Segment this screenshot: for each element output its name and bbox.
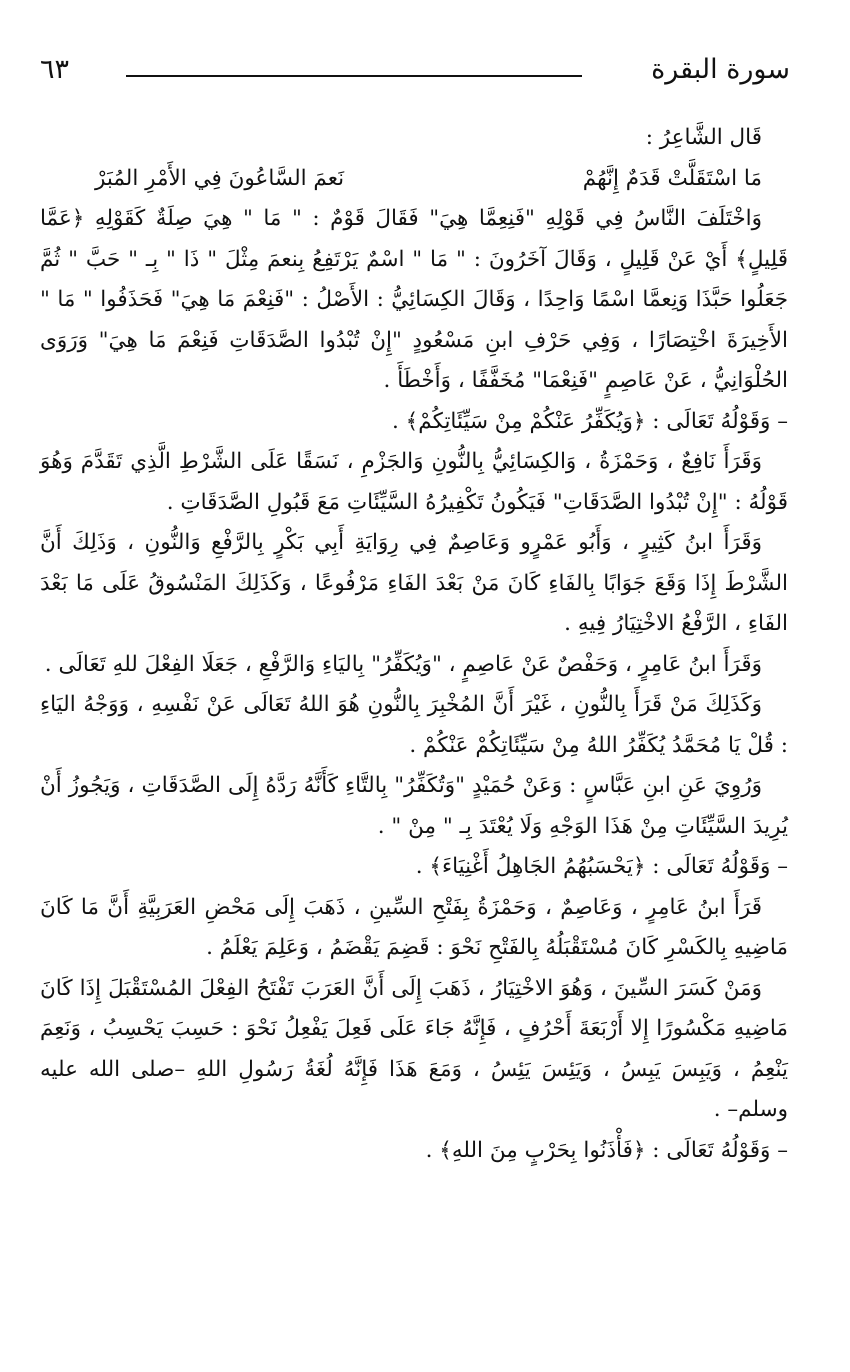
surah-title: سورة البقرة xyxy=(651,54,790,85)
paragraph: قَرَأَ ابنُ عَامِرٍ ، وَعَاصِمٌ ، وَحَمْزَةُ بِفَتْحِ السِّينِ ، ذَهَبَ إِلَى مَحْضِ العَرَبِيَّةِ أَنَّ مَا كَانَ مَاضِيهِ بِالكَسْرِ كَانَ مُسْتَقْبَلُهُ بِالفَتْحِ نَحْوَ : قَضِمَ يَقْضَمُ ، وَعَلِمَ يَعْلَمُ . xyxy=(40,894,788,960)
paragraph: وَاخْتَلَفَ النَّاسُ فِي قَوْلِهِ "فَنِعِمَّا هِيَ" فَقَالَ قَوْمٌ : " مَا " هِيَ صِلَةٌ كَقَوْلِهِ ﴿عَمَّا قَلِيلٍ﴾ أَيْ عَنْ قَلِيلٍ ، وَقَالَ آخَرُونَ : " مَا " اسْمٌ يَرْتَفِعُ بِنعمَ مِثْلَ " ذَا " بِـ " حَبَّ " ثُمَّ جَعَلُوا حَبَّذَا وَنِعمَّا اسْمًا وَاحِدًا ، وَقَالَ الكِسَائِيُّ : الأَصْلُ : "فَنِعْمَ مَا هِيَ" فَحَذَفُوا " مَا " الأَخِيرَةَ اخْتِصَارًا ، وَفِي حَرْفِ ابنِ مَسْعُودٍ "إِنْ تُبْدُوا الصَّدَقَاتِ فَنِعْمَ مَا هِيَ" وَرَوَى الحُلْوَانِيُّ ، عَنْ عَاصِمٍ "فَنِعْمَا" مُخَفَّفًا ، وَأَخْطَأَ . xyxy=(40,206,788,393)
paragraph: وَمَنْ كَسَرَ السِّينَ ، وَهُوَ الاخْتِيَارُ ، ذَهَبَ إِلَى أَنَّ العَرَبَ تَفْتَحُ الفِعْلَ المُسْتَقْبَلَ إِذَا كَانَ مَاضِيهِ مَكْسُورًا إِلا أَرْبَعَةَ أَحْرُفٍ ، فَإِنَّهُ جَاءَ عَلَى فَعِلَ يَفْعِلُ نَحْوَ : حَسِبَ يَحْسِبُ ، وَنَعِمَ يَنْعِمُ ، وَيَبِسَ يَبِسُ ، وَيَئِسَ يَئِسُ ، وَمَعَ هَذَا فَإِنَّهُ لُغَةُ رَسُولِ اللهِ –صلى الله عليه وسلم– . xyxy=(40,975,788,1122)
verse-heading: – وَقَوْلُهُ تَعَالَى : ﴿يَحْسَبُهُمُ الجَاهِلُ أَغْنِيَاءَ﴾ . xyxy=(415,854,788,879)
paragraph: وَرُوِيَ عَنِ ابنِ عَبَّاسٍ : وَعَنْ حُمَيْدٍ "وَتُكَفِّرُ" بِالتَّاءِ كَأَنَّهُ رَدَّهُ إِلَى الصَّدَقَاتِ ، وَيَجُوزُ أَنْ يُرِيدَ السَّيِّئَاتِ مِنْ هَذَا الوَجْهِ وَلَا يُعْتَدَ بِـ " مِنْ " . xyxy=(40,773,788,839)
paragraph: وَقَرَأَ ابنُ كَثِيرٍ ، وَأَبُو عَمْرٍو وَعَاصِمٌ فِي رِوَايَةِ أَبِي بَكْرٍ بِالرَّفْعِ وَالنُّونِ ، وَذَلِكَ أَنَّ الشَّرْطَ إِذَا وَقَعَ جَوَابًا بِالفَاءِ كَانَ مَنْ بَعْدَ الفَاءِ مَرْفُوعًا ، وَكَذَلِكَ المَنْسُوقُ عَلَى مَا بَعْدَ الفَاءِ ، الرَّفْعُ الاخْتِيَارُ فِيهِ . xyxy=(40,530,788,636)
poet-intro: قَال الشَّاعِرُ : xyxy=(645,125,762,150)
page-number: ٦٣ xyxy=(40,54,70,85)
paragraph: وَقَرَأَ نَافِعٌ ، وَحَمْزَةُ ، وَالكِسَائِيُّ بِالنُّونِ وَالجَزْمِ ، نَسَقًا عَلَى الشَّرْطِ الَّذِي تَقَدَّمَ وَهُوَ قَوْلُهُ : "إِنْ تُبْدُوا الصَّدَقَاتِ" فَيَكُونُ تَكْفِيرُهُ السَّيِّئَاتِ مَعَ قَبُولِ الصَّدَقَاتِ . xyxy=(40,449,788,515)
header-rule xyxy=(126,75,582,77)
verse-heading: – وَقَوْلُهُ تَعَالَى : ﴿وَيُكَفِّرُ عَنْكُمْ مِنْ سَيِّئَاتِكُمْ﴾ . xyxy=(392,408,788,434)
paragraph: وَكَذَلِكَ مَنْ قَرَأَ بِالنُّونِ ، غَيْرَ أَنَّ المُخْبِرَ بِالنُّونِ هُوَ اللهُ تَعَالَى عَنْ نَفْسِهِ ، وَوَجْهُ اليَاءِ : قُلْ يَا مُحَمَّدُ يُكَفِّرُ اللهُ مِنْ سَيِّئَاتِكُمْ عَنْكُمْ . xyxy=(40,692,788,758)
page-header xyxy=(40,52,790,96)
page-body xyxy=(40,118,788,1171)
verse-heading: – وَقَوْلُهُ تَعَالَى : ﴿فَأْذَنُوا بِحَرْبٍ مِنَ اللهِ﴾ . xyxy=(425,1137,788,1163)
paragraph: وَقَرَأَ ابنُ عَامِرٍ ، وَحَفْصٌ عَنْ عَاصِمٍ ، "وَيُكَفِّرُ" بِاليَاءِ وَالرَّفْعِ ، جَعَلَا الفِعْلَ للهِ تَعَالَى . xyxy=(44,651,762,677)
verse-hemistich-first: مَا اسْتَقَلَّتْ قَدَمٌ إِنَّهُمْ xyxy=(582,165,762,191)
verse-hemistich-second: نَعمَ السَّاعُونَ فِي الأَمْرِ المُبَرْ xyxy=(95,165,345,191)
poetry-verse xyxy=(40,159,788,200)
